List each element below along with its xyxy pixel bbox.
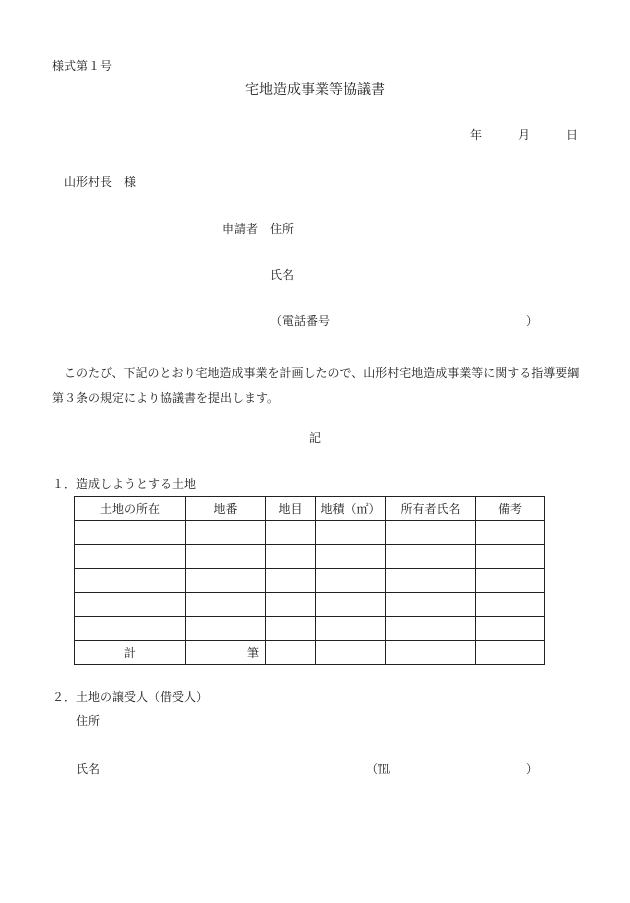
applicant-phone-close: ） — [526, 314, 539, 328]
column-header-lot-number: 地番 — [186, 497, 266, 521]
date-day-label: 日 — [566, 128, 579, 142]
ki-heading: 記 — [308, 431, 321, 445]
land-table — [74, 496, 545, 665]
applicant-label: 申請者 — [222, 222, 259, 236]
table-cell[interactable] — [75, 521, 186, 545]
section2-title: ２．土地の譲受人（借受人） — [52, 690, 209, 704]
buyer-tel-close: ） — [526, 762, 539, 776]
table-cell[interactable] — [476, 545, 545, 569]
table-cell[interactable] — [316, 641, 386, 665]
table-cell[interactable] — [186, 545, 266, 569]
table-cell[interactable] — [316, 521, 386, 545]
buyer-name-label: 氏名 — [76, 762, 101, 776]
section1-title: １．造成しようとする土地 — [52, 477, 197, 491]
table-cell[interactable] — [386, 545, 476, 569]
date-year-label: 年 — [470, 128, 483, 142]
table-row — [75, 521, 545, 545]
total-unit: 筆 — [186, 641, 266, 665]
table-total-row — [75, 641, 545, 665]
table-cell[interactable] — [266, 521, 316, 545]
table-cell[interactable] — [75, 545, 186, 569]
table-cell[interactable] — [186, 521, 266, 545]
column-header-owner-name: 所有者氏名 — [386, 497, 476, 521]
table-cell[interactable] — [266, 569, 316, 593]
table-cell[interactable] — [476, 569, 545, 593]
table-cell[interactable] — [386, 641, 476, 665]
applicant-name-label: 氏名 — [270, 268, 295, 282]
buyer-address-label: 住所 — [76, 714, 101, 728]
table-cell[interactable] — [75, 617, 186, 641]
body-paragraph: このたび、下記のとおり宅地造成事業を計画したので、山形村宅地造成事業等に関する指導要綱第３条の規定により協議書を提出します。 — [52, 366, 580, 405]
column-header-land-category: 地目 — [266, 497, 316, 521]
total-label: 計 — [75, 641, 186, 665]
applicant-phone-label: （電話番号 — [270, 314, 331, 328]
table-cell[interactable] — [316, 545, 386, 569]
table-row — [75, 593, 545, 617]
table-cell[interactable] — [186, 593, 266, 617]
table-cell[interactable] — [476, 641, 545, 665]
addressee: 山形村長 様 — [64, 175, 137, 189]
buyer-tel-label: （℡ — [366, 762, 391, 776]
table-cell[interactable] — [266, 545, 316, 569]
table-cell[interactable] — [476, 617, 545, 641]
form-number: 様式第１号 — [52, 59, 113, 73]
table-cell[interactable] — [316, 617, 386, 641]
table-cell[interactable] — [386, 569, 476, 593]
column-header-remarks: 備考 — [476, 497, 545, 521]
table-cell[interactable] — [316, 593, 386, 617]
table-cell[interactable] — [266, 641, 316, 665]
date-month-label: 月 — [518, 128, 531, 142]
table-cell[interactable] — [75, 569, 186, 593]
table-cell[interactable] — [386, 593, 476, 617]
table-cell[interactable] — [266, 617, 316, 641]
table-cell[interactable] — [386, 521, 476, 545]
column-header-area: 地積（㎡） — [316, 497, 386, 521]
applicant-address-label: 住所 — [270, 222, 295, 236]
column-header-location: 土地の所在 — [75, 497, 186, 521]
table-header-row — [75, 497, 545, 521]
table-row — [75, 617, 545, 641]
document-title: 宅地造成事業等協議書 — [245, 82, 385, 98]
table-cell[interactable] — [476, 593, 545, 617]
table-cell[interactable] — [186, 569, 266, 593]
table-cell[interactable] — [316, 569, 386, 593]
table-cell[interactable] — [476, 521, 545, 545]
table-cell[interactable] — [186, 617, 266, 641]
table-cell[interactable] — [386, 617, 476, 641]
table-cell[interactable] — [75, 593, 186, 617]
table-row — [75, 545, 545, 569]
table-row — [75, 569, 545, 593]
table-cell[interactable] — [266, 593, 316, 617]
